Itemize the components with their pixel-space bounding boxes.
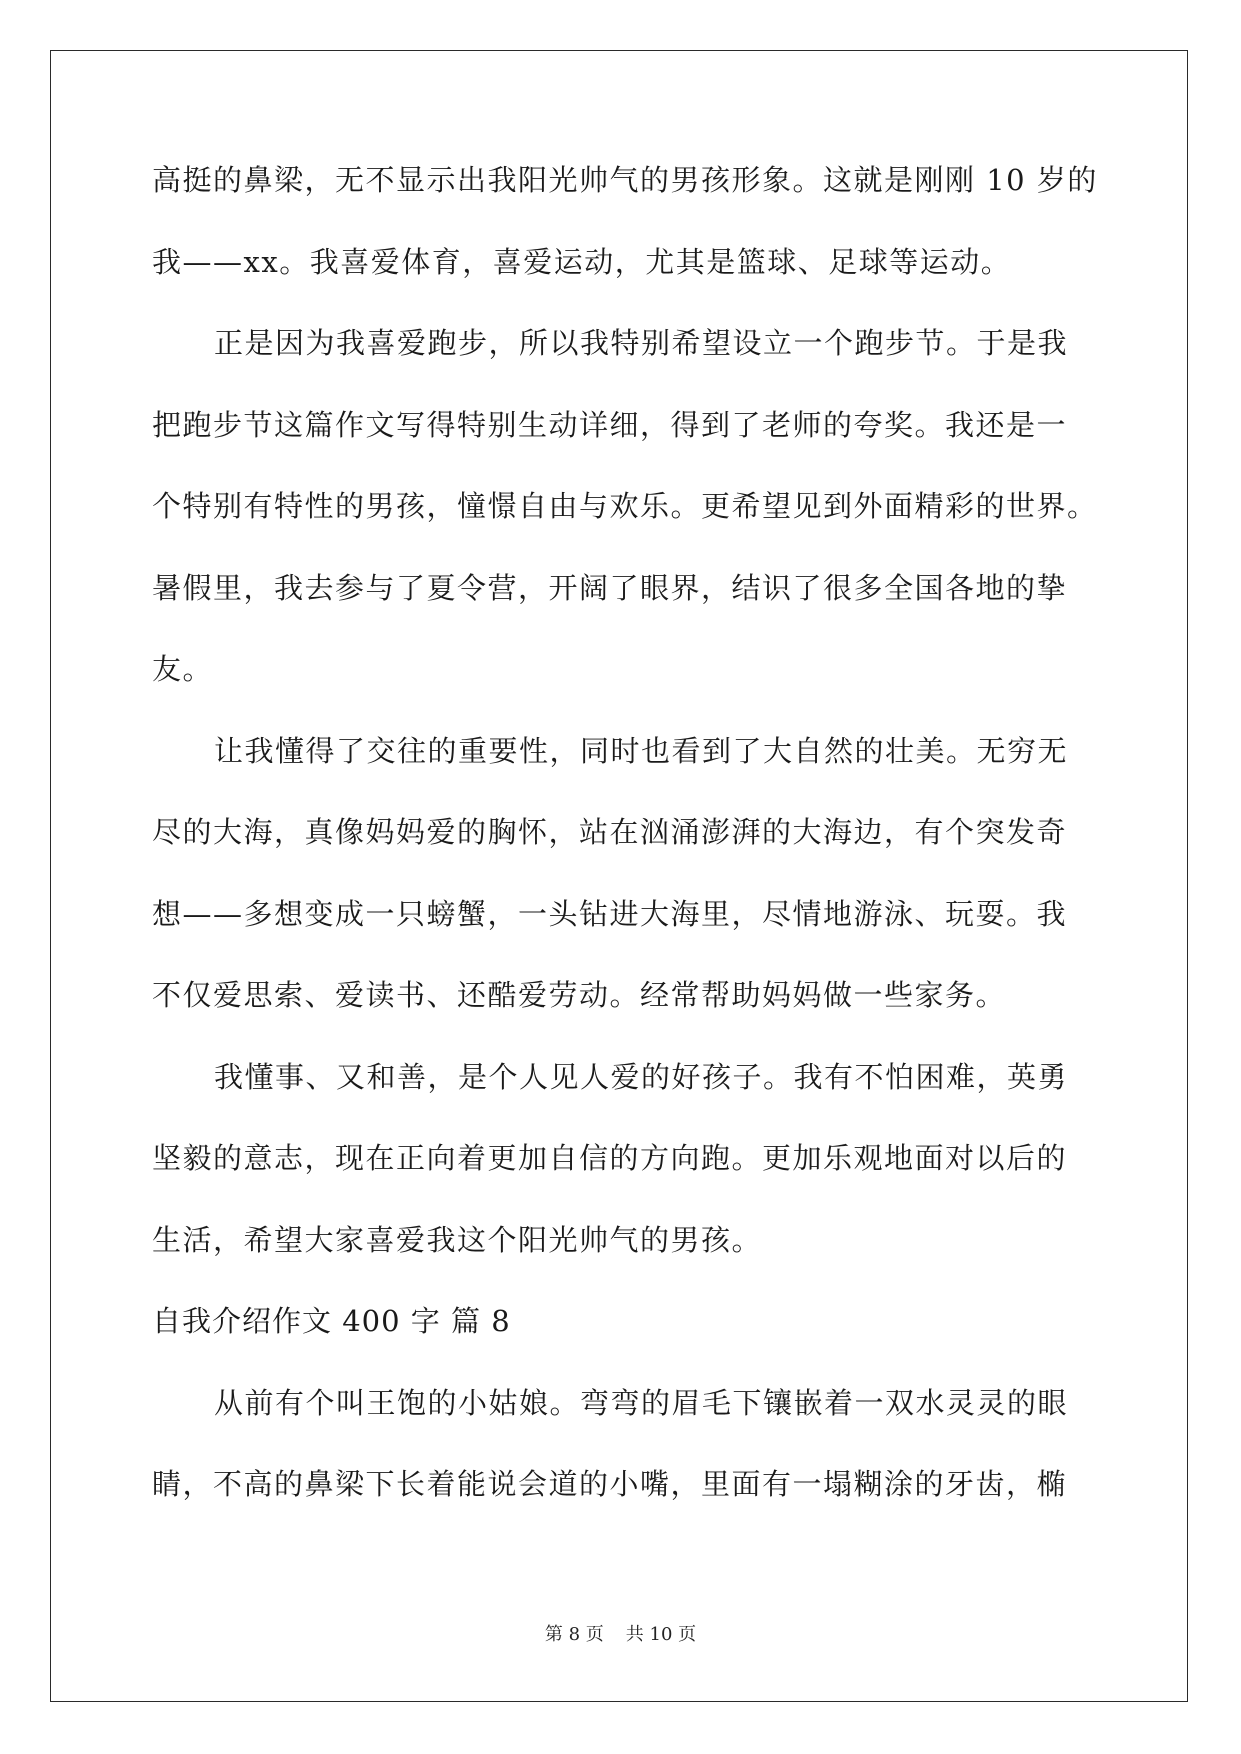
total-pages-label: 共 10 页 — [625, 1624, 697, 1645]
page-footer — [0, 1620, 1241, 1646]
body-line: 暑假里，我去参与了夏令营，开阔了眼界，结识了很多全国各地的挚 — [152, 570, 1068, 605]
body-line: 把跑步节这篇作文写得特别生动详细，得到了老师的夸奖。我还是一 — [152, 407, 1068, 442]
section-heading: 自我介绍作文 400 字 篇 8 — [152, 1304, 511, 1338]
document-body — [152, 160, 1098, 1546]
body-line: 我——xx。我喜爱体育，喜爱运动，尤其是篮球、足球等运动。 — [152, 244, 1012, 279]
body-line: 友。 — [152, 652, 214, 686]
body-line: 想——多想变成一只螃蟹，一头钻进大海里，尽情地游泳、玩耍。我 — [152, 896, 1068, 931]
body-line: 坚毅的意志，现在正向着更加自信的方向跑。更加乐观地面对以后的 — [152, 1141, 1068, 1175]
body-line: 尽的大海，真像妈妈爱的胸怀，站在汹涌澎湃的大海边，有个突发奇 — [152, 815, 1068, 849]
body-line: 高挺的鼻梁，无不显示出我阳光帅气的男孩形象。这就是刚刚 10 岁的 — [152, 163, 1098, 197]
paragraph-start-line: 让我懂得了交往的重要性，同时也看到了大自然的壮美。无穷无 — [214, 733, 1069, 768]
body-line: 不仅爱思索、爱读书、还酷爱劳动。经常帮助妈妈做一些家务。 — [152, 978, 1007, 1012]
body-line: 睛，不高的鼻梁下长着能说会道的小嘴，里面有一塌糊涂的牙齿，椭 — [152, 1467, 1068, 1501]
paragraph-start-line: 我懂事、又和善，是个人见人爱的好孩子。我有不怕困难，英勇 — [214, 1059, 1069, 1094]
body-line: 生活，希望大家喜爱我这个阳光帅气的男孩。 — [152, 1222, 763, 1257]
paragraph-start-line: 从前有个叫王饱的小姑娘。弯弯的眉毛下镶嵌着一双水灵灵的眼 — [214, 1385, 1069, 1420]
paragraph-start-line: 正是因为我喜爱跑步，所以我特别希望设立一个跑步节。于是我 — [214, 326, 1069, 360]
body-line: 个特别有特性的男孩，憧憬自由与欢乐。更希望见到外面精彩的世界。 — [152, 489, 1098, 523]
current-page-label: 第 8 页 — [544, 1624, 604, 1645]
